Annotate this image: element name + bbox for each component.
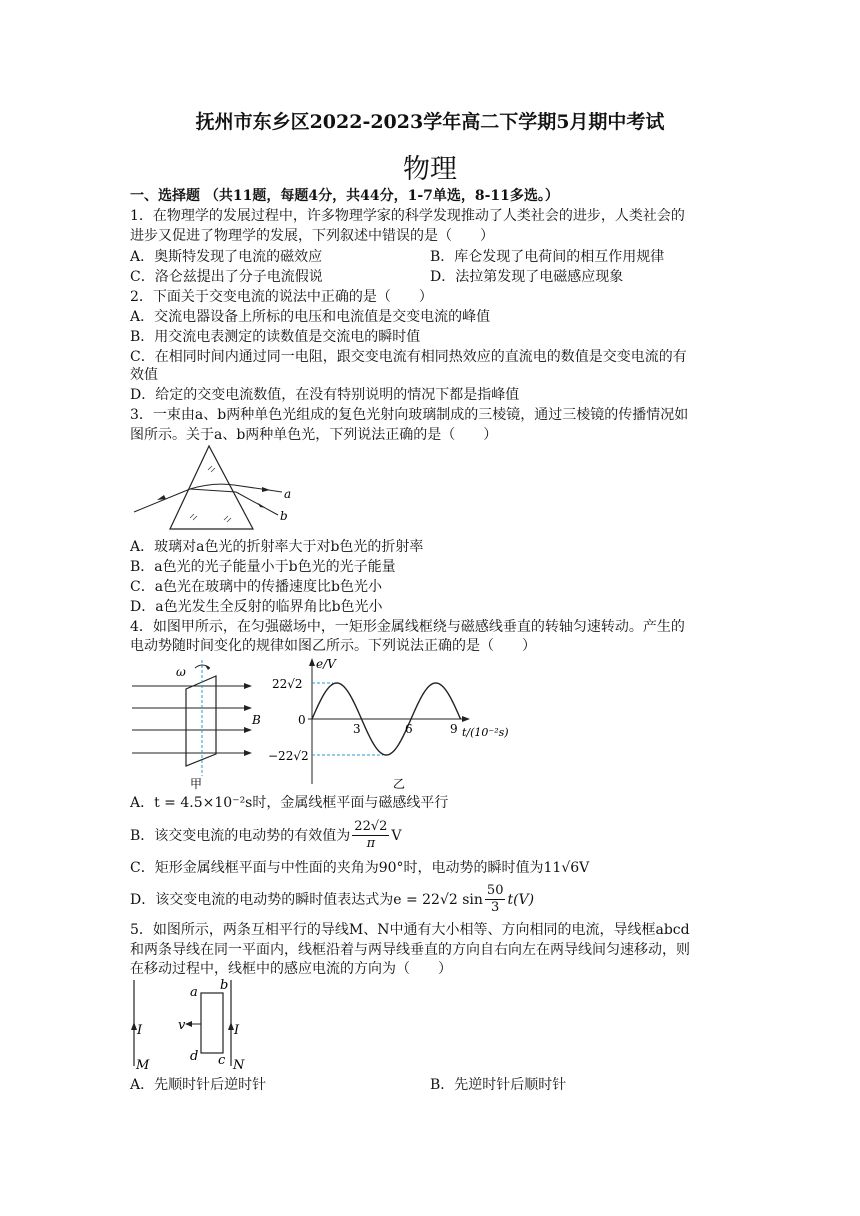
wire-label-m: M (136, 1058, 150, 1072)
fraction (485, 883, 506, 916)
current-label-left: I (137, 1023, 143, 1038)
y-tick-zero: 0 (298, 713, 306, 727)
x-tick-3: 3 (353, 722, 361, 736)
ray-label-b: b (280, 509, 288, 523)
omega-label: ω (176, 665, 186, 679)
corner-label-a: a (190, 985, 198, 1000)
q5-option-a: A．先顺时针后逆时针 (130, 1077, 267, 1093)
q3-option-a: A．玻璃对a色光的折射率大于对b色光的折射率 (130, 539, 424, 555)
q4-option-d (130, 883, 534, 916)
q5-option-b: B．先逆时针后顺时针 (430, 1077, 567, 1093)
field-label-b: B (252, 713, 261, 727)
q4-option-d-text: D．该交变电流的电动势的瞬时值表达式为e = 22√2 sin (130, 891, 483, 908)
q2-option-d: D．给定的交变电流数值，在没有特别说明的情况下都是指峰值 (130, 387, 520, 403)
q3-stem-line2: 图所示。关于a、b两种单色光，下列说法正确的是（ ） (130, 427, 498, 443)
section-heading: 一、选择题 （共11题，每题4分，共44分，1-7单选，8-11多选。） (130, 188, 559, 204)
q3-option-b: B．a色光的光子能量小于b色光的光子能量 (130, 559, 396, 575)
q4-option-a: A．t = 4.5×10⁻²s时，金属线框平面与磁感线平行 (130, 795, 449, 811)
emf-graph (268, 654, 518, 792)
q4-stem-line1: 4．如图甲所示，在匀强磁场中，一矩形金属线框绕与磁感线垂直的转轴匀速转动。产生的 (130, 619, 685, 635)
current-label-right: I (234, 1023, 240, 1038)
q2-option-b: B．用交流电表测定的读数值是交流电的瞬时值 (130, 329, 421, 345)
x-tick-9: 9 (450, 722, 458, 736)
q5-stem-line1: 5．如图所示，两条互相平行的导线M、N中通有大小相等、方向相同的电流，导线框abcd (130, 922, 690, 938)
q4-option-d-tail: t(V) (507, 891, 535, 908)
figure-caption-jia: 甲 (190, 777, 203, 791)
wire-label-n: N (233, 1058, 245, 1072)
ray-label-a: a (284, 487, 292, 501)
q4-option-b (130, 819, 402, 852)
corner-label-b: b (220, 978, 229, 993)
q2-option-c-line1: C．在相同时间内通过同一电阻，跟交变电流有相同热效应的直流电的数值是交变电流的有 (130, 349, 687, 365)
q1-stem-line2: 进步又促进了物理学的发展，下列叙述中错误的是（ ） (130, 228, 494, 244)
corner-label-d: d (190, 1049, 199, 1064)
figure-caption-yi: 乙 (393, 777, 406, 791)
q3-option-c: C．a色光在玻璃中的传播速度比b色光小 (130, 579, 383, 595)
q4-option-c: C．矩形金属线框平面与中性面的夹角为90°时，电动势的瞬时值为11√6V (130, 860, 590, 876)
q5-stem-line2: 和两条导线在同一平面内，线框沿着与两导线垂直的方向自右向左在两导线间匀速移动，则 (130, 942, 690, 958)
q4-option-b-text: B．该交变电流的电动势的有效值为 (130, 827, 351, 844)
fraction-numerator: 50 (486, 883, 504, 898)
q4-stem-line2: 电动势随时间变化的规律如图乙所示。下列说法正确的是（ ） (130, 638, 536, 654)
fraction (352, 819, 389, 852)
coil-figure (128, 656, 268, 792)
q1-option-b: B．库仑发现了电荷间的相互作用规律 (430, 249, 665, 265)
velocity-label: v (178, 1018, 186, 1033)
q1-stem-line1: 1．在物理学的发展过程中，许多物理学家的科学发现推动了人类社会的进步，人类社会的 (130, 208, 685, 224)
q5-stem-line3: 在移动过程中，线框中的感应电流的方向为（ ） (130, 961, 452, 977)
fraction-denominator: π (366, 836, 376, 851)
y-tick-top: 22√2 (272, 677, 303, 691)
corner-label-c: c (218, 1053, 226, 1068)
q2-option-a: A．交流电器设备上所标的电压和电流值是交变电流的峰值 (130, 309, 491, 325)
x-tick-6: 6 (405, 722, 413, 736)
subject-title: 物理 (403, 154, 457, 185)
q2-option-c-line2: 效值 (130, 367, 158, 383)
y-tick-bottom: −22√2 (268, 749, 309, 763)
q1-option-a: A．奥斯特发现了电流的磁效应 (130, 249, 323, 265)
fraction-denominator: 3 (491, 900, 500, 915)
wire-frame-figure (124, 976, 264, 1072)
q1-option-d: D．法拉第发现了电磁感应现象 (430, 269, 624, 285)
q3-stem-line1: 3．一束由a、b两种单色光组成的复色光射向玻璃制成的三棱镜，通过三棱镜的传播情况如 (130, 407, 689, 423)
y-axis-label: e/V (316, 657, 336, 671)
unit: V (391, 827, 402, 844)
fraction-numerator: 22√2 (354, 819, 388, 834)
q1-option-c: C．洛仑兹提出了分子电流假说 (130, 269, 323, 285)
exam-title: 抚州市东乡区2022-2023学年高二下学期5月期中考试 (195, 111, 665, 133)
q2-stem: 2．下面关于交变电流的说法中正确的是（ ） (130, 289, 433, 305)
prism-figure (128, 442, 298, 534)
x-axis-label: t/(10⁻²s) (462, 726, 509, 739)
q3-option-d: D．a色光发生全反射的临界角比b色光小 (130, 599, 383, 615)
